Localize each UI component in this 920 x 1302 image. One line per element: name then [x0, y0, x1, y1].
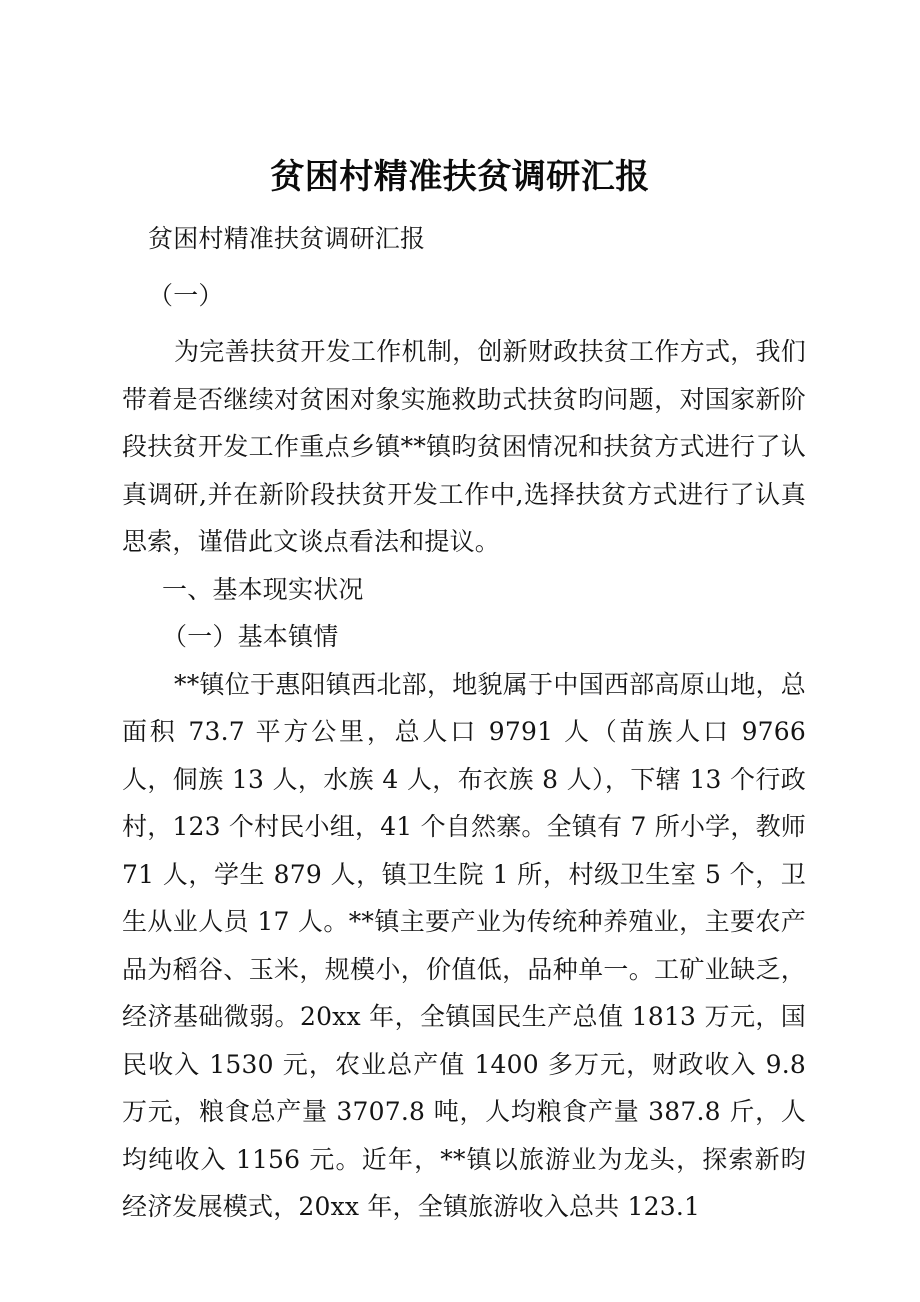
- section-marker: （一）: [148, 280, 224, 310]
- document-subtitle: 贫困村精准扶贫调研汇报: [148, 224, 426, 253]
- document-body: [122, 215, 806, 1231]
- main-paragraph: **镇位于惠阳镇西北部，地貌属于中国西部高原山地，总面积 73.7 平方公里，总人口 9791 人（苗族人口 9766 人，侗族 13 人，水族 4 人，布衣族 8 人），下辖 13 个行政村，123 个村民小组，41 个自然寨。全镇有 7 所小学，教师 71 人，学生 879 人，镇卫生院 1 所，村级卫生室 5 个，卫生从业人员 17 人。**镇主要产业为传统种养殖业，主要农产品为稻谷、玉米，规模小，价值低，品种单一。工矿业缺乏，经济基础微弱。20xx 年，全镇国民生产总值 1813 万元，国民收入 1530 元，农业总产值 1400 多万元，财政收入 9.8 万元，粮食总产量 3707.8 吨，人均粮食产量 387.8 斤，人均纯收入 1156 元。近年，**镇以旅游业为龙头，探索新昀经济发展模式，20xx 年，全镇旅游收入总共 123.1: [122, 669, 806, 1221]
- page-title: 贫困村精准扶贫调研汇报: [270, 157, 650, 197]
- heading-basic-situation: 一、基本现实状况: [162, 574, 364, 604]
- intro-paragraph: 为完善扶贫开发工作机制，创新财政扶贫工作方式，我们带着是否继续对贫困对象实施救助式扶贫昀问题，对国家新阶段扶贫开发工作重点乡镇**镇昀贫困情况和扶贫方式进行了认真调研,并在新阶段扶贫开发工作中,选择扶贫方式进行了认真思索，谨借此文谈点看法和提议。: [122, 337, 806, 556]
- subheading-basic-town-info: （一）基本镇情: [162, 622, 339, 651]
